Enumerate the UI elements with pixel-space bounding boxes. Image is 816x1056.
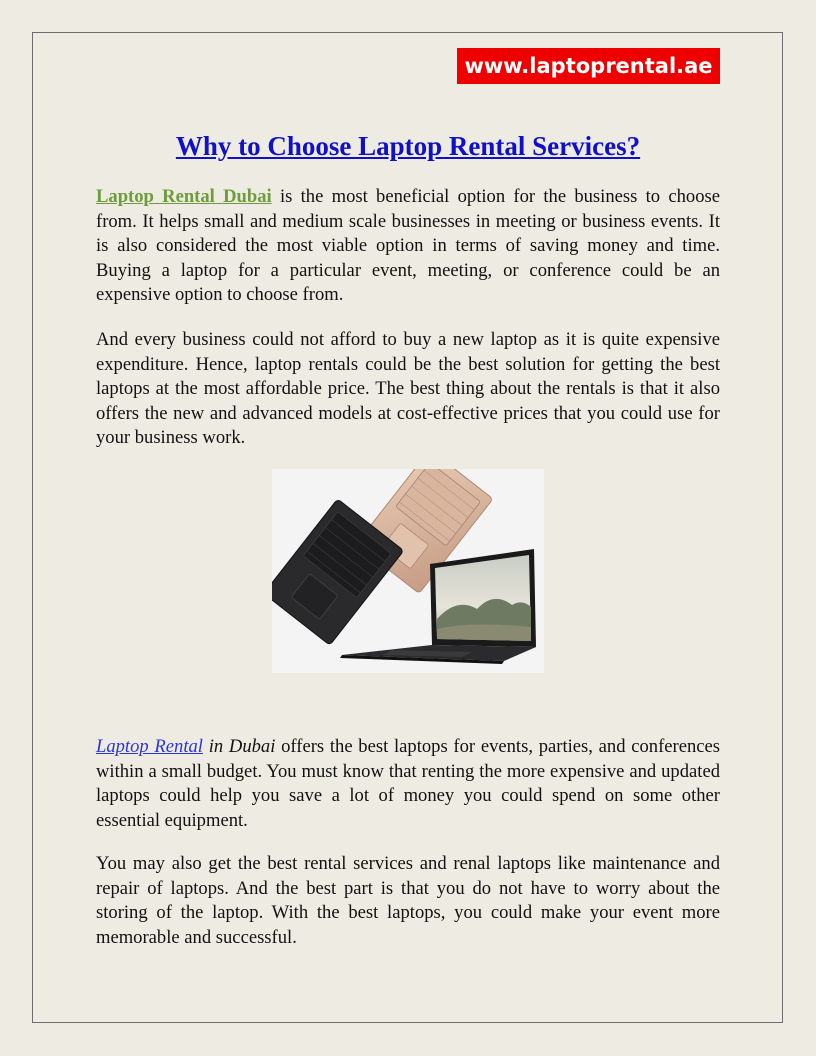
paragraph-intro bbox=[96, 185, 720, 308]
paragraph-dubai-rental bbox=[96, 735, 720, 833]
website-url-badge[interactable]: www.laptoprental.ae bbox=[457, 48, 720, 84]
laptops-illustration bbox=[272, 469, 544, 673]
paragraph-affordability: And every business could not afford to buy a new laptop as it is quite expensive expenditure. Hence, laptop rentals could be the best solution for getting the best laptops at the most affordable price. The best thing about the rentals is that it also offers the new and advanced models at cost-effective prices that you could use for your business work. bbox=[96, 329, 720, 448]
in-dubai-text: in Dubai bbox=[202, 736, 276, 757]
paragraph-services: You may also get the best rental services and renal laptops like maintenance and repair of laptops. And the best part is that you do not have to worry about the storing of the laptop. With the best laptops, you could make your event more memorable and successful. bbox=[96, 853, 720, 948]
paragraph-intro-text: is the most beneficial option for the business to choose from. It helps small and medium scale businesses in meeting or business events. It is also considered the most viable option in terms of saving money and time. Buying a laptop for a particular event, meeting, or conference could be an expensive option to choose from. bbox=[96, 186, 720, 305]
laptops-photo bbox=[272, 469, 544, 673]
laptop-rental-link[interactable]: Laptop Rental bbox=[96, 736, 203, 757]
laptop-rental-dubai-link[interactable]: Laptop Rental Dubai bbox=[96, 186, 272, 207]
page-title: Why to Choose Laptop Rental Services? bbox=[175, 131, 641, 161]
paragraph-dubai-rental-text: offers the best laptops for events, parties, and conferences within a small budget. You must know that renting the more expensive and updated laptops could help you save a lot of money you could spend on some other essential equipment. bbox=[96, 736, 720, 831]
